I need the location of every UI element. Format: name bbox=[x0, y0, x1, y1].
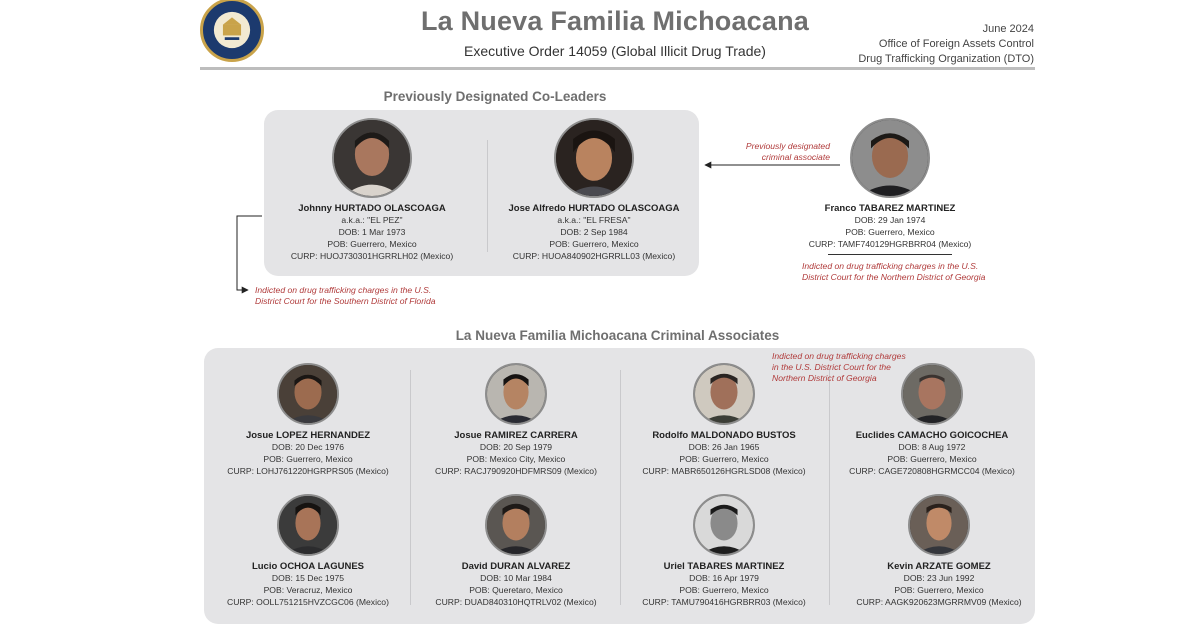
person-name: Kevin ARZATE GOMEZ bbox=[887, 561, 991, 572]
coleader-card bbox=[280, 118, 464, 262]
franco-indicted-note: Indicted on drug trafficking charges in the U.S. District Court for the Northern District of Georgia bbox=[802, 261, 986, 282]
coleaders-divider bbox=[487, 140, 488, 252]
treasury-seal-logo bbox=[200, 0, 264, 62]
portrait-photo bbox=[485, 363, 547, 425]
portrait-photo bbox=[485, 494, 547, 556]
person-pob: POB: Guerrero, Mexico bbox=[845, 227, 935, 237]
header-divider bbox=[200, 67, 1035, 70]
person-dob: DOB: 2 Sep 1984 bbox=[560, 227, 628, 237]
person-name: David DURAN ALVAREZ bbox=[461, 561, 571, 572]
person-dob: DOB: 26 Jan 1965 bbox=[688, 442, 760, 452]
portrait-photo bbox=[554, 118, 634, 198]
portrait-photo bbox=[901, 363, 963, 425]
coleaders-indicted-arrow bbox=[237, 216, 262, 290]
person-pob: POB: Guerrero, Mexico bbox=[263, 454, 353, 464]
associate-card bbox=[626, 494, 822, 608]
associates-indicted-note: Indicted on drug trafficking charges in the U.S. District Court for the Northern District of Georgia bbox=[772, 351, 906, 383]
portrait-photo bbox=[277, 363, 339, 425]
associates-divider bbox=[410, 370, 411, 605]
person-dob: DOB: 20 Sep 1979 bbox=[479, 442, 553, 452]
person-pob: POB: Guerrero, Mexico bbox=[887, 454, 977, 464]
person-dob: DOB: 10 Mar 1984 bbox=[480, 573, 552, 583]
associate-card bbox=[212, 494, 404, 608]
portrait-photo bbox=[693, 363, 755, 425]
person-curp: CURP: MABR650126HGRLSD08 (Mexico) bbox=[642, 466, 806, 476]
associates-divider bbox=[620, 370, 621, 605]
person-name: Johnny HURTADO OLASCOAGA bbox=[298, 203, 446, 214]
person-pob: POB: Guerrero, Mexico bbox=[549, 239, 639, 249]
person-aka: a.k.a.: "EL FRESA" bbox=[557, 215, 631, 225]
person-name: Lucio OCHOA LAGUNES bbox=[251, 561, 365, 572]
person-dob: DOB: 20 Dec 1976 bbox=[271, 442, 345, 452]
associates-heading: La Nueva Familia Michoacana Criminal Associates bbox=[455, 328, 780, 343]
person-dob: DOB: 15 Dec 1975 bbox=[271, 573, 345, 583]
person-name: Josue LOPEZ HERNANDEZ bbox=[245, 430, 371, 441]
person-name: Josue RAMIREZ CARRERA bbox=[454, 430, 578, 441]
portrait-photo bbox=[908, 494, 970, 556]
person-pob: POB: Guerrero, Mexico bbox=[679, 585, 769, 595]
associate-card bbox=[626, 363, 822, 477]
prev-associate-note: Previously designated criminal associate bbox=[745, 141, 830, 162]
person-dob: DOB: 29 Jan 1974 bbox=[854, 215, 926, 225]
person-curp: CURP: RACJ790920HDFMRS09 (Mexico) bbox=[435, 466, 597, 476]
coleaders-heading: Previously Designated Co-Leaders bbox=[383, 89, 607, 104]
person-pob: POB: Guerrero, Mexico bbox=[327, 239, 417, 249]
person-pob: POB: Guerrero, Mexico bbox=[679, 454, 769, 464]
person-curp: CURP: CAGE720808HGRMCC04 (Mexico) bbox=[849, 466, 1015, 476]
person-curp: CURP: OOLL751215HVZCGC06 (Mexico) bbox=[227, 597, 389, 607]
person-name: Rodolfo MALDONADO BUSTOS bbox=[652, 430, 796, 441]
person-curp: CURP: AAGK920623MGRRMV09 (Mexico) bbox=[856, 597, 1022, 607]
portrait-photo bbox=[332, 118, 412, 198]
associate-card bbox=[836, 363, 1028, 477]
person-pob: POB: Guerrero, Mexico bbox=[894, 585, 984, 595]
associate-card bbox=[212, 363, 404, 477]
portrait-photo bbox=[850, 118, 930, 198]
person-curp: CURP: TAMU790416HGRBRR03 (Mexico) bbox=[642, 597, 806, 607]
associate-card bbox=[836, 494, 1042, 608]
coleaders-indicted-note: Indicted on drug trafficking charges in the U.S. District Court for the Southern District of Florida bbox=[255, 285, 436, 306]
person-curp: CURP: HUOJ730301HGRRLH02 (Mexico) bbox=[290, 251, 454, 261]
person-name: Euclides CAMACHO GOICOCHEA bbox=[855, 430, 1009, 441]
person-name: Jose Alfredo HURTADO OLASCOAGA bbox=[508, 203, 680, 214]
person-pob: POB: Veracruz, Mexico bbox=[263, 585, 353, 595]
person-name: Franco TABAREZ MARTINEZ bbox=[824, 203, 956, 214]
header-office: Office of Foreign Assets Control bbox=[878, 38, 1034, 50]
associate-card bbox=[418, 363, 614, 477]
person-curp: CURP: TAMF740129HGRBRR04 (Mexico) bbox=[808, 239, 972, 249]
coleader-card bbox=[502, 118, 686, 262]
person-pob: POB: Queretaro, Mexico bbox=[469, 585, 563, 595]
person-curp: CURP: LOHJ761220HGRPRS05 (Mexico) bbox=[227, 466, 389, 476]
associates-divider bbox=[829, 370, 830, 605]
person-dob: DOB: 23 Jun 1992 bbox=[903, 573, 975, 583]
page-subtitle: Executive Order 14059 (Global Illicit Drug Trade) bbox=[464, 43, 766, 59]
person-aka: a.k.a.: "EL PEZ" bbox=[341, 215, 403, 225]
associate-prev-card bbox=[790, 118, 990, 250]
underline-divider bbox=[828, 254, 952, 255]
person-curp: CURP: DUAD840310HQTRLV02 (Mexico) bbox=[435, 597, 597, 607]
person-name: Uriel TABARES MARTINEZ bbox=[663, 561, 785, 572]
header-designation: Drug Trafficking Organization (DTO) bbox=[858, 53, 1034, 65]
person-curp: CURP: HUOA840902HGRRLL03 (Mexico) bbox=[512, 251, 676, 261]
header-date: June 2024 bbox=[982, 23, 1034, 35]
person-dob: DOB: 1 Mar 1973 bbox=[338, 227, 406, 237]
header-meta bbox=[820, 22, 1034, 67]
associate-card bbox=[418, 494, 614, 608]
page-title: La Nueva Familia Michoacana bbox=[420, 6, 810, 36]
person-pob: POB: Mexico City, Mexico bbox=[466, 454, 566, 464]
person-dob: DOB: 16 Apr 1979 bbox=[689, 573, 759, 583]
portrait-photo bbox=[693, 494, 755, 556]
portrait-photo bbox=[277, 494, 339, 556]
person-dob: DOB: 8 Aug 1972 bbox=[898, 442, 966, 452]
